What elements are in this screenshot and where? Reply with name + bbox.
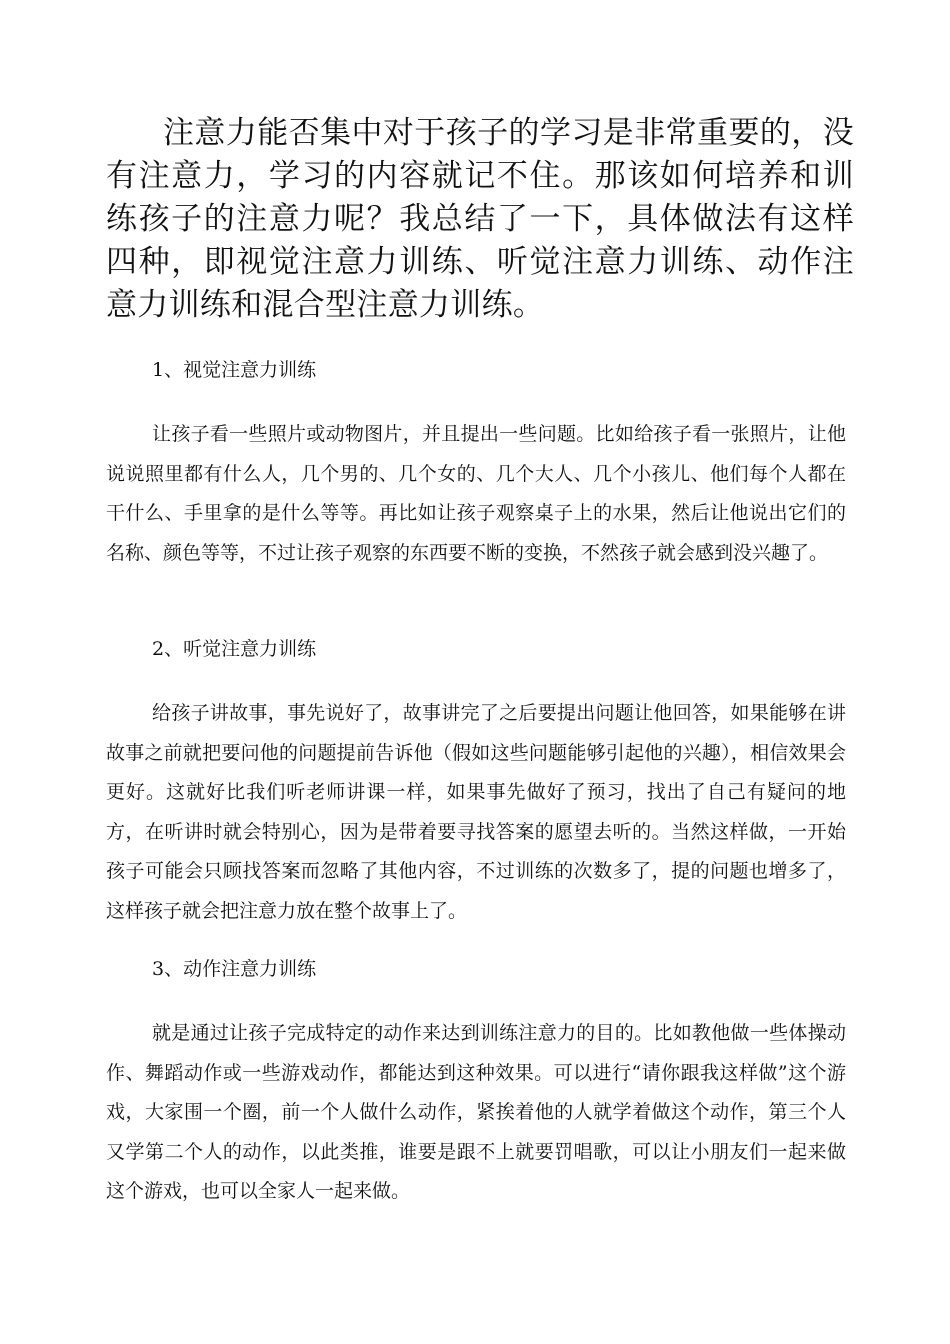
- intro-paragraph: 注意力能否集中对于孩子的学习是非常重要的，没有注意力，学习的内容就记不住。那该如何培养和训练孩子的注意力呢？我总结了一下，具体做法有这样四种，即视觉注意力训练、听觉注意力训练、动作注意力训练和混合型注意力训练。: [106, 115, 854, 323]
- section-heading-auditory: 2、听觉注意力训练: [152, 638, 317, 660]
- section-body-motor: 就是通过让孩子完成特定的动作来达到训练注意力的目的。比如教他做一些体操动作、舞蹈动作或一些游戏动作，都能达到这种效果。可以进行“请你跟我这样做”这个游戏，大家围一个圈，前一个人做什么动作，紧挨着他的人就学着做这个动作，第三个人又学第二个人的动作，以此类推，谁要是跟不上就要罚唱歌，可以让小朋友们一起来做这个游戏，也可以全家人一起来做。: [106, 1022, 846, 1202]
- section-body-visual: 让孩子看一些照片或动物图片，并且提出一些问题。比如给孩子看一张照片，让他说说照里都有什么人，几个男的、几个女的、几个大人、几个小孩儿、他们每个人都在干什么、手里拿的是什么等等。再比如让孩子观察桌子上的水果，然后让他说出它们的名称、颜色等等，不过让孩子观察的东西要不断的变换，不然孩子就会感到没兴趣了。: [106, 423, 846, 564]
- section-heading-motor: 3、动作注意力训练: [152, 958, 317, 980]
- section-body-auditory: 给孩子讲故事，事先说好了，故事讲完了之后要提出问题让他回答，如果能够在讲故事之前就把要问他的问题提前告诉他（假如这些问题能够引起他的兴趣），相信效果会更好。这就好比我们听老师讲课一样，如果事先做好了预习，找出了自己有疑问的地方，在听讲时就会特别心，因为是带着要寻找答案的愿望去听的。当然这样做，一开始孩子可能会只顾找答案而忽略了其他内容，不过训练的次数多了，提的问题也增多了，这样孩子就会把注意力放在整个故事上了。: [106, 702, 846, 922]
- section-heading-visual: 1、视觉注意力训练: [152, 359, 317, 381]
